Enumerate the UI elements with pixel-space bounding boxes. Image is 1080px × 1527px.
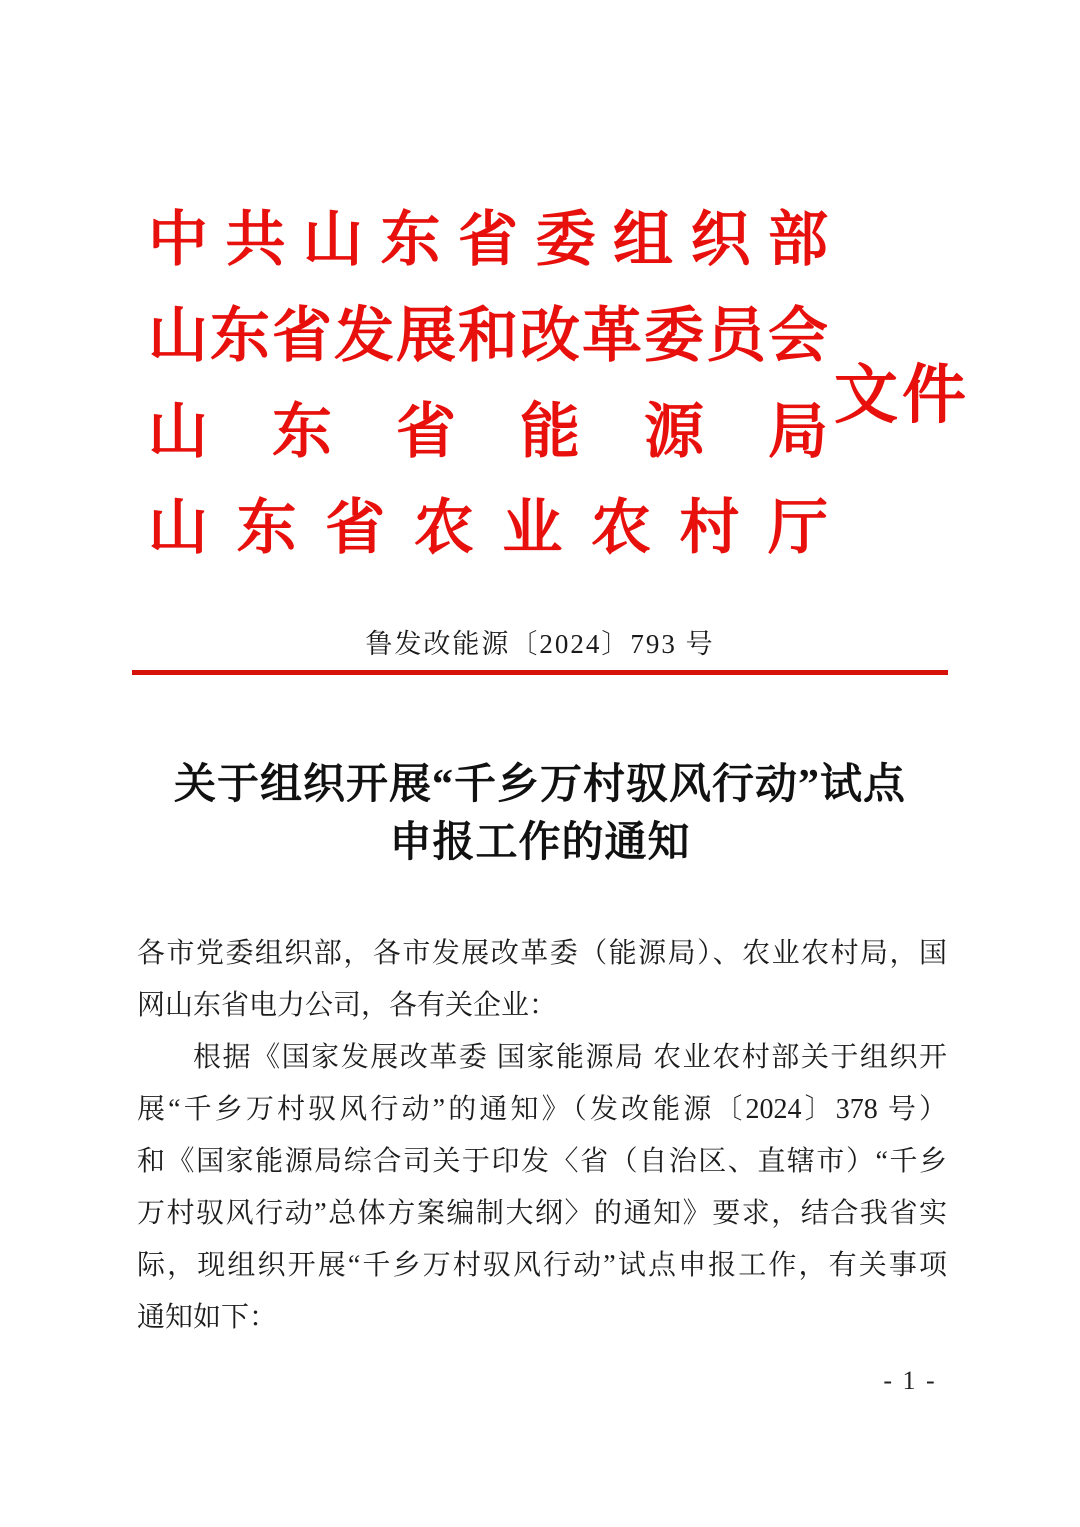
red-divider-rule xyxy=(132,670,948,675)
page-number: - 1 - xyxy=(883,1366,937,1395)
body-line: 展“千乡万村驭风行动”的通知》（发改能源〔2024〕378 号） xyxy=(137,1094,947,1125)
doc-type-label: 文件 xyxy=(834,360,970,431)
body-line: 各市党委组织部，各市发展改革委（能源局）、农业农村局，国 xyxy=(137,938,947,969)
body-line: 和《国家能源局综合司关于印发〈省（自治区、直辖市）“千乡 xyxy=(137,1146,947,1177)
issuer-line-1: 中共山东省委组织部 xyxy=(148,207,828,273)
title-line-1: 关于组织开展“千乡万村驭风行动”试点 xyxy=(173,762,906,808)
letterhead xyxy=(148,192,828,576)
body-line: 际，现组织开展“千乡万村驭风行动”试点申报工作，有关事项 xyxy=(137,1250,947,1281)
body-line: 网山东省电力公司，各有关企业： xyxy=(137,990,558,1021)
title-line-2: 申报工作的通知 xyxy=(389,820,691,866)
document-body xyxy=(137,928,947,1344)
issuer-line-4: 山东省农业农村厅 xyxy=(148,495,828,561)
body-line: 万村驭风行动”总体方案编制大纲〉的通知》要求，结合我省实 xyxy=(137,1198,947,1229)
document-title xyxy=(0,756,1080,872)
issuer-line-3: 山东省能源局 xyxy=(148,399,828,465)
body-line: 根据《国家发展改革委 国家能源局 农业农村部关于组织开 xyxy=(193,1042,947,1073)
doc-number: 鲁发改能源〔2024〕793 号 xyxy=(365,629,715,659)
body-line: 通知如下： xyxy=(137,1302,278,1333)
issuer-line-2: 山东省发展和改革委员会 xyxy=(148,303,828,369)
